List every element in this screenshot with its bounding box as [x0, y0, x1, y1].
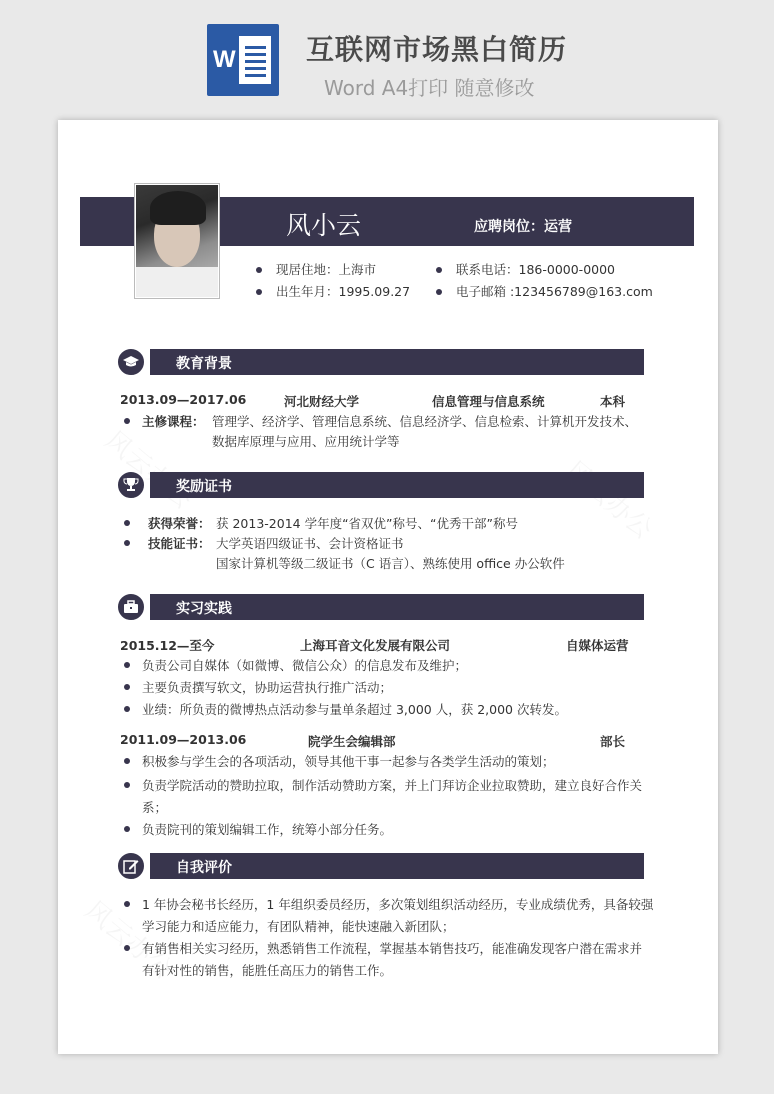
bullet [124, 826, 130, 832]
edit-icon [116, 851, 146, 881]
edu-degree: 本科 [600, 394, 626, 409]
trophy-icon [116, 470, 146, 500]
birth-date: 出生年月：1995.09.27 [256, 282, 410, 300]
eval-line: 有针对性的销售，能胜任高压力的销售工作。 [142, 963, 393, 978]
section-title-internship: 实习实践 [176, 601, 232, 617]
courses-line: 管理学、经济学、管理信息系统、信息经济学、信息检索、计算机开发技术、 [212, 414, 638, 429]
watermark [98, 421, 201, 516]
word-logo-icon [207, 24, 279, 96]
job-item: 负责学院活动的赞助拉取，制作活动赞助方案，并上门拜访企业拉取赞助，建立良好合作关 [142, 778, 643, 793]
bullet [124, 758, 130, 764]
skill-line: 大学英语四级证书、会计资格证书 [216, 536, 404, 551]
eval-line: 有销售相关实习经历，熟悉销售工作流程，掌握基本销售技巧，能准确发现客户潜在需求并 [142, 941, 643, 956]
resume-page [58, 120, 718, 1054]
bullet [124, 706, 130, 712]
edu-school: 河北财经大学 [284, 394, 360, 409]
honor-label: 获得荣誉： [148, 516, 211, 531]
courses-label: 主修课程： [142, 414, 205, 429]
bullet [124, 684, 130, 690]
edu-major: 信息管理与信息系统 [432, 394, 545, 409]
banner-title: 互联网市场黑白简历 [306, 33, 568, 66]
job-period: 2011.09—2013.06 [120, 732, 247, 747]
job-company: 院学生会编辑部 [308, 734, 396, 749]
bullet [124, 782, 130, 788]
address: 现居住地：上海市 [256, 260, 376, 278]
watermark [558, 451, 661, 546]
bullet [124, 662, 130, 668]
section-title-self-eval: 自我评价 [176, 860, 232, 876]
phone: 联系电话：186-0000-0000 [436, 260, 615, 278]
graduation-cap-icon [116, 347, 146, 377]
bullet [124, 901, 130, 907]
section-title-awards: 奖励证书 [176, 479, 232, 495]
job-item: 负责院刊的策划编辑工作，统筹小部分任务。 [142, 822, 393, 837]
briefcase-icon [116, 592, 146, 622]
job-period: 2015.12—至今 [120, 638, 215, 653]
job-item: 系； [142, 800, 168, 815]
honor-text: 获 2013-2014 学年度“省双优”称号、“优秀干部”称号 [216, 516, 518, 531]
section-title-education: 教育背景 [176, 356, 232, 372]
bullet [124, 520, 130, 526]
bullet [124, 418, 130, 424]
job-item: 主要负责撰写软文，协助运营执行推广活动； [142, 680, 393, 695]
bullet [124, 540, 130, 546]
job-role: 部长 [600, 734, 626, 749]
job-company: 上海耳音文化发展有限公司 [300, 638, 451, 653]
candidate-name: 风小云 [286, 211, 362, 240]
job-item: 积极参与学生会的各项活动，领导其他干事一起参与各类学生活动的策划； [142, 754, 555, 769]
skill-label: 技能证书： [148, 536, 211, 551]
edu-period: 2013.09—2017.06 [120, 392, 247, 407]
email: 电子邮箱 :123456789@163.com [436, 282, 653, 300]
job-role: 自媒体运营 [566, 638, 629, 653]
job-item: 业绩：所负责的微博热点活动参与量单条超过 3,000 人，获 2,000 次转发。 [142, 702, 567, 717]
job-item: 负责公司自媒体（如微博、微信公众）的信息发布及维护； [142, 658, 468, 673]
profile-photo [134, 183, 220, 299]
eval-line: 1 年协会秘书长经历，1 年组织委员经历，多次策划组织活动经历，专业成绩优秀，具备较强 [142, 897, 654, 912]
applied-position: 应聘岗位：运营 [474, 219, 572, 235]
banner-subtitle: Word A4打印 随意修改 [324, 76, 535, 100]
eval-line: 学习能力和适应能力，有团队精神，能快速融入新团队； [142, 919, 455, 934]
bullet [124, 945, 130, 951]
skill-line: 国家计算机等级二级证书（C 语言）、熟练使用 office 办公软件 [216, 556, 565, 571]
courses-line: 数据库原理与应用、应用统计学等 [212, 434, 400, 449]
word-letter: W [213, 46, 236, 73]
document-page-icon [239, 36, 271, 84]
